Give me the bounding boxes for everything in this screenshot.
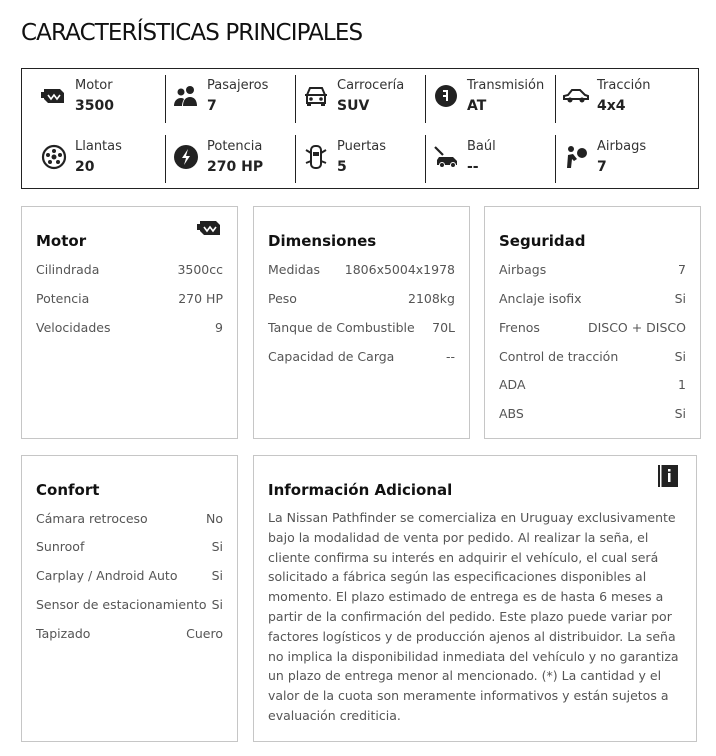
spec-carroceria xyxy=(303,71,433,121)
spec-value: SUV xyxy=(337,98,370,114)
list-item: Control de tracción Si xyxy=(499,349,686,364)
card-title: Seguridad xyxy=(499,232,586,250)
spec-value: AT xyxy=(467,98,487,114)
list-item: Velocidades 9 xyxy=(36,320,223,335)
engine-icon xyxy=(41,83,67,109)
trunk-icon xyxy=(433,144,459,170)
card-title: Confort xyxy=(36,481,100,499)
spec-label: Tracción xyxy=(597,78,651,93)
list-item: Potencia 270 HP xyxy=(36,291,223,306)
spec-label: Motor xyxy=(75,78,113,93)
seguridad-card xyxy=(484,206,701,439)
info-paragraph: La Nissan Pathfinder se comercializa en Uruguay exclusivamente bajo la modalidad de venta por pedido. Al realizar la seña, el cliente confirma su interés en adquirir el vehículo, el cual será solicitado a fábrica según las especificaciones disponibles al momento. El plazo estimado de entrega es de hasta 6 meses a partir de la confirmación del pedido. Este plazo puede variar por factores logísticos y de producción ajenos al distribuidor. La seña no implica la disponibilidad inmediata del vehículo y no garantiza un plazo de entrega menor al mencionado. (*) La cantidad y el valor de la cuota son meramente informativos y están sujetos a evaluación crediticia. xyxy=(268,510,679,723)
list-item: Medidas 1806x5004x1978 xyxy=(268,262,455,277)
wheel-icon xyxy=(41,144,67,170)
spec-value: 3500 xyxy=(75,98,114,114)
motor-card xyxy=(21,206,238,439)
spec-value: 7 xyxy=(597,159,607,175)
dimensiones-card xyxy=(253,206,470,439)
spec-label: Baúl xyxy=(467,139,496,154)
list-item: Carplay / Android Auto Si xyxy=(36,568,223,583)
list-item: ADA 1 xyxy=(499,377,686,392)
card-title: Dimensiones xyxy=(268,232,377,250)
spec-value: 20 xyxy=(75,159,95,175)
spec-value: 7 xyxy=(207,98,217,114)
spec-baul xyxy=(433,132,563,182)
spec-puertas xyxy=(303,132,433,182)
confort-card xyxy=(21,455,238,742)
list-item: Capacidad de Carga -- xyxy=(268,349,455,364)
spec-value: 4x4 xyxy=(597,98,626,114)
spec-llantas xyxy=(41,132,171,182)
spec-value: -- xyxy=(467,159,479,175)
list-item: Airbags 7 xyxy=(499,262,686,277)
doors-icon xyxy=(303,144,329,170)
list-item: Tanque de Combustible 70L xyxy=(268,320,455,335)
spec-label: Transmisión xyxy=(467,78,545,93)
summary-panel xyxy=(21,68,699,189)
list-item: ABS Si xyxy=(499,406,686,421)
spec-pasajeros xyxy=(173,71,303,121)
page-title: CARACTERÍSTICAS PRINCIPALES xyxy=(21,20,363,46)
engine-icon xyxy=(197,217,223,243)
car-body-icon xyxy=(303,83,329,109)
spec-label: Pasajeros xyxy=(207,78,269,93)
spec-potencia xyxy=(173,132,303,182)
list-item: Anclaje isofix Si xyxy=(499,291,686,306)
spec-transmision xyxy=(433,71,563,121)
spec-motor xyxy=(41,71,171,121)
info-card xyxy=(253,455,697,742)
spec-label: Potencia xyxy=(207,139,263,154)
spec-label: Llantas xyxy=(75,139,122,154)
list-item: Peso 2108kg xyxy=(268,291,455,306)
airbag-icon xyxy=(563,144,589,170)
traction-icon xyxy=(563,83,589,109)
spec-airbags xyxy=(563,132,693,182)
passengers-icon xyxy=(173,83,199,109)
list-item: Cilindrada 3500cc xyxy=(36,262,223,277)
spec-value: 270 HP xyxy=(207,159,264,175)
list-item: Sensor de estacionamiento Si xyxy=(36,597,223,612)
card-title: Información Adicional xyxy=(268,481,453,499)
list-item: Sunroof Si xyxy=(36,539,223,554)
spec-value: 5 xyxy=(337,159,347,175)
transmission-icon xyxy=(433,83,459,109)
list-item: Frenos DISCO + DISCO xyxy=(499,320,686,335)
card-title: Motor xyxy=(36,232,87,250)
list-item: Cámara retroceso No xyxy=(36,511,223,526)
spec-label: Airbags xyxy=(597,139,647,154)
list-item: Tapizado Cuero xyxy=(36,626,223,641)
spec-label: Puertas xyxy=(337,139,387,154)
spec-traccion xyxy=(563,71,693,121)
info-icon xyxy=(658,465,678,491)
spec-label: Carrocería xyxy=(337,78,405,93)
power-icon xyxy=(173,144,199,170)
